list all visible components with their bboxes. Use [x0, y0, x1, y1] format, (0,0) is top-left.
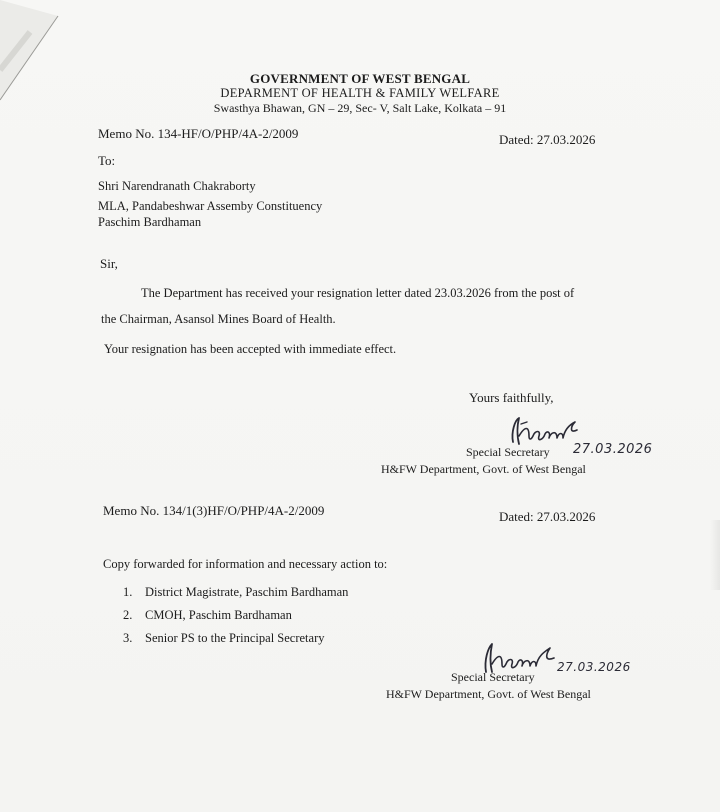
signatory-title-2: Special Secretary: [451, 670, 535, 684]
signatory-org-2: H&FW Department, Govt. of West Bengal: [386, 687, 591, 701]
memo-number: Memo No. 134-HF/O/PHP/4A-2/2009: [98, 126, 299, 141]
handwritten-date-1: 27.03.2026: [573, 442, 653, 457]
memo-date: Dated: 27.03.2026: [499, 132, 596, 147]
copy-item: District Magistrate, Paschim Bardhaman: [145, 585, 349, 599]
letterhead-department: DEPARMENT OF HEALTH & FAMILY WELFARE: [220, 86, 500, 100]
signatory-org: H&FW Department, Govt. of West Bengal: [381, 462, 586, 476]
recipient-district: Paschim Bardhaman: [98, 215, 202, 229]
letterhead-government: GOVERNMENT OF WEST BENGAL: [249, 71, 471, 86]
to-label: To:: [98, 153, 116, 168]
copy-item-number: 2.: [123, 608, 133, 622]
body-paragraph-2: Your resignation has been accepted with immediate effect.: [104, 342, 397, 356]
recipient-designation: MLA, Pandabeshwar Assemby Constituency: [98, 199, 323, 213]
valediction: Yours faithfully,: [469, 390, 554, 405]
copy-item: Senior PS to the Principal Secretary: [145, 631, 325, 645]
memo2-date: Dated: 27.03.2026: [499, 509, 596, 524]
body-paragraph-line-2: the Chairman, Asansol Mines Board of Health.: [101, 312, 336, 326]
copy-item-number: 1.: [123, 585, 133, 599]
body-paragraph-line-1: The Department has received your resignation letter dated 23.03.2026 from the post of: [141, 286, 575, 300]
salutation: Sir,: [100, 256, 118, 271]
recipient-name: Shri Narendranath Chakraborty: [98, 179, 256, 193]
copy-item-number: 3.: [123, 631, 133, 645]
letterhead-address: Swasthya Bhawan, GN – 29, Sec- V, Salt Lake, Kolkata – 91: [213, 101, 507, 115]
memo2-number: Memo No. 134/1(3)HF/O/PHP/4A-2/2009: [103, 503, 325, 518]
handwritten-date-2: 27.03.2026: [557, 660, 631, 674]
scan-shadow: [710, 520, 720, 590]
signatory-title: Special Secretary: [466, 445, 550, 459]
copy-item: CMOH, Paschim Bardhaman: [145, 608, 292, 622]
copy-intro: Copy forwarded for information and necessary action to:: [103, 557, 388, 571]
